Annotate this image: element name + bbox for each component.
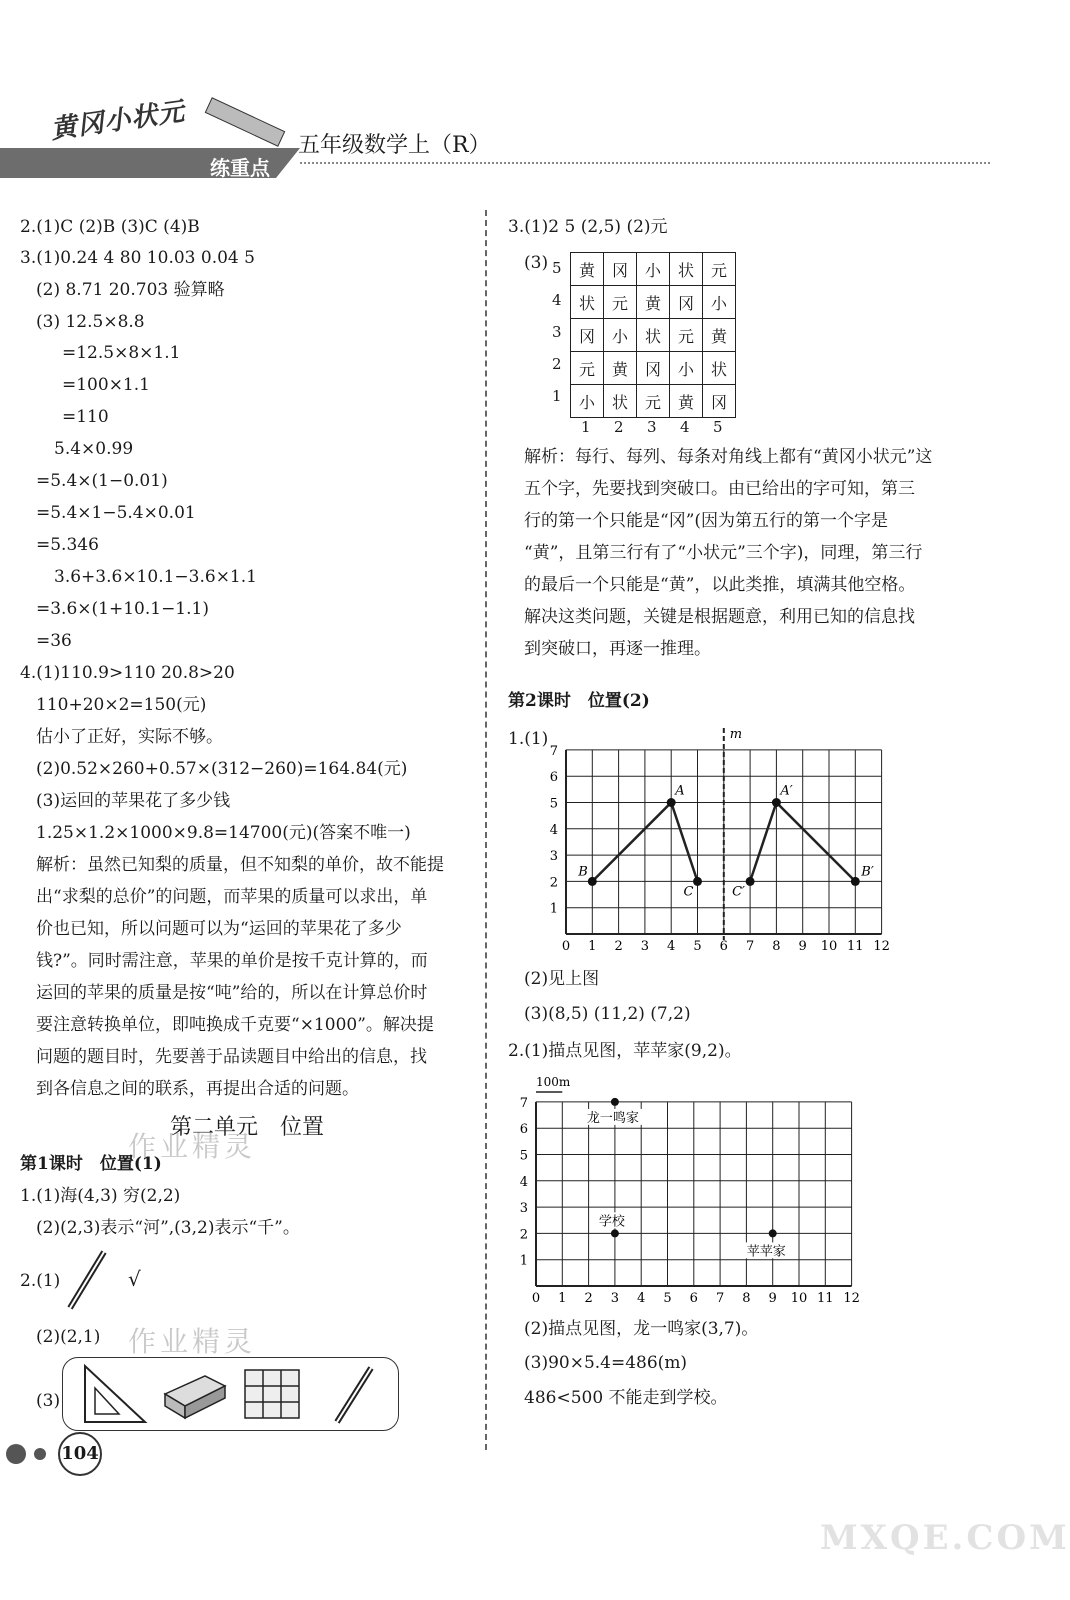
y-tick-label: 1: [549, 901, 558, 917]
analysis-line: 解析：虽然已知梨的质量，但不知梨的单价，故不能提: [36, 855, 444, 875]
x-tick-label: 6: [689, 1291, 698, 1306]
grid-cell: 冈: [703, 385, 736, 418]
x-tick-label: 0: [561, 939, 571, 954]
data-point: [693, 877, 702, 886]
y-tick-label: 4: [519, 1174, 528, 1190]
y-tick-label: 7: [549, 743, 558, 759]
y-tick-label: 3: [549, 849, 558, 865]
analysis-line: 到突破口，再逐一推理。: [524, 639, 711, 659]
analysis-line: “黄”，且第三行有了“小状元”三个字)，同理，第三行: [524, 543, 923, 563]
map-point-label: 学校: [598, 1214, 625, 1230]
grid-cell: 小: [703, 286, 736, 319]
y-tick-label: 5: [519, 1148, 528, 1164]
analysis-line: 问题的题目时，先要善于品读题目中给出的信息，找: [36, 1047, 427, 1067]
x-tick-label: 8: [742, 1291, 751, 1306]
y-tick-label: 5: [549, 796, 558, 812]
analysis-line: 到各信息之间的联系，再提出合适的问题。: [36, 1079, 359, 1099]
site-watermark: MXQE.COM: [820, 1518, 1070, 1558]
analysis-line: 五个字，先要找到突破口。由已给出的字可知，第三: [524, 479, 915, 499]
answer-line: 486<500 不能走到学校。: [524, 1388, 728, 1408]
x-tick-label: 2: [614, 939, 623, 954]
answer-line: =5.4×(1−0.01): [36, 471, 168, 491]
grid-col-label: 5: [713, 418, 723, 436]
x-tick-label: 11: [847, 939, 864, 954]
point-label: A′: [780, 783, 793, 799]
x-tick-label: 6: [719, 939, 728, 954]
cube-icon: [245, 1370, 299, 1418]
x-tick-label: 5: [663, 1291, 672, 1306]
x-tick-label: 4: [667, 939, 676, 954]
data-point: [588, 877, 597, 886]
header-subtitle: 练重点: [210, 156, 270, 180]
answer-line: (2)描点见图，龙一鸣家(3,7)。: [524, 1319, 759, 1339]
x-tick-label: 10: [820, 939, 838, 954]
check-mark: √: [128, 1267, 141, 1291]
grid-cell: 元: [604, 286, 637, 319]
answer-line: 1.(1)海(4,3) 穷(2,2): [20, 1186, 181, 1206]
grid-cell: 小: [637, 253, 670, 286]
answer-line: =12.5×8×1.1: [62, 343, 181, 363]
x-tick-label: 12: [843, 1291, 860, 1306]
grid-row: [571, 253, 736, 286]
answer-line: =5.4×1−5.4×0.01: [36, 503, 196, 523]
answer-line: (3)运回的苹果花了多少钱: [36, 791, 231, 811]
grid-row: [571, 286, 736, 319]
answer-line: (3): [36, 1391, 61, 1411]
x-tick-label: 11: [817, 1291, 834, 1306]
grid-col-label: 3: [647, 418, 657, 436]
answer-line: =5.346: [36, 535, 99, 555]
data-point: [667, 798, 676, 807]
analysis-line: 要注意转换单位，即吨换成千克要“×1000”。解决提: [36, 1015, 434, 1035]
answer-line: =3.6×(1+10.1−1.1): [36, 599, 209, 619]
grid-row: [571, 352, 736, 385]
grid-col-label: 1: [581, 418, 591, 436]
grid-row-label: 4: [552, 291, 562, 309]
grid-cell: 黄: [571, 253, 604, 286]
analysis-line: 钱?”。同时需注意，苹果的单价是按千克计算的，而: [36, 951, 428, 971]
grid-col-label: 2: [614, 418, 624, 436]
page-number: 104: [58, 1432, 102, 1476]
x-tick-label: 9: [798, 939, 807, 954]
answer-line: 2.(1)描点见图，苹苹家(9,2)。: [508, 1041, 742, 1061]
grid-cell: 元: [637, 385, 670, 418]
point-label: B′: [861, 864, 874, 880]
map-point: [611, 1098, 619, 1106]
lesson-heading: 第1课时 位置(1): [20, 1154, 162, 1174]
point-label: B: [578, 864, 588, 880]
y-tick-label: 4: [549, 822, 558, 838]
answer-line: (2)见上图: [524, 969, 600, 989]
book-title: 五年级数学上（R）: [298, 133, 491, 158]
x-tick-label: 8: [772, 939, 781, 954]
map-point-label: 苹苹家: [746, 1244, 786, 1260]
grid-cell: 小: [670, 352, 703, 385]
character-grid: [570, 252, 736, 418]
y-tick-label: 3: [519, 1201, 528, 1217]
answer-line: 4.(1)110.9>110 20.8>20: [20, 663, 235, 683]
grid-cell: 状: [637, 319, 670, 352]
point-label: A: [675, 783, 685, 799]
answer-line: 3.(1)2 5 (2,5) (2)元: [508, 217, 668, 237]
column-divider: [485, 210, 487, 1450]
answer-line: 110+20×2=150(元): [36, 695, 207, 715]
header-dotted-rule: [300, 162, 990, 164]
grid-cell: 小: [604, 319, 637, 352]
point-label: C: [683, 884, 694, 900]
x-tick-label: 1: [558, 1291, 567, 1306]
answer-line: =100×1.1: [62, 375, 150, 395]
lesson-heading: 第2课时 位置(2): [508, 691, 650, 711]
x-tick-label: 3: [610, 1291, 620, 1306]
grid-cell: 状: [703, 352, 736, 385]
map-point-label: 龙一鸣家: [586, 1110, 639, 1126]
grid-cell: 状: [604, 385, 637, 418]
grid-cell: 冈: [637, 352, 670, 385]
watermark-text: 作业精灵: [128, 1325, 257, 1358]
x-tick-label: 10: [790, 1291, 808, 1306]
answer-line: (3): [524, 253, 549, 273]
y-tick-label: 2: [519, 1227, 528, 1243]
answer-line: (2) 8.71 20.703 验算略: [36, 280, 225, 300]
y-tick-label: 2: [549, 875, 558, 891]
answer-line: (3)90×5.4=486(m): [524, 1353, 688, 1373]
grid-cell: 冈: [571, 319, 604, 352]
x-tick-label: 9: [768, 1291, 777, 1306]
grid-cell: 小: [571, 385, 604, 418]
data-point: [851, 877, 860, 886]
point-label: C′: [732, 884, 746, 900]
answer-line: (2)(2,1): [36, 1327, 101, 1347]
data-point: [772, 798, 781, 807]
x-tick-label: 2: [584, 1291, 593, 1306]
grid-cell: 黄: [703, 319, 736, 352]
page-dot-icon: [34, 1448, 46, 1460]
tools-illustration: [75, 1362, 385, 1426]
grid-cell: 元: [703, 253, 736, 286]
answer-line: 3.(1)0.24 4 80 10.03 0.04 5: [20, 248, 255, 268]
ruler-icon: [200, 96, 290, 146]
answer-line: 3.6+3.6×10.1−3.6×1.1: [54, 567, 257, 587]
answer-line: 1.25×1.2×1000×9.8=14700(元)(答案不唯一): [36, 823, 411, 843]
analysis-line: 解决这类问题，关键是根据题意，利用已知的信息找: [524, 607, 915, 627]
watermark-text: 作业精灵: [128, 1130, 257, 1163]
analysis-line: 的最后一个只能是“黄”，以此类推，填满其他空格。: [524, 575, 916, 595]
analysis-line: 出“求梨的总价”的问题，而苹果的质量可以求出，单: [36, 887, 428, 907]
x-tick-label: 4: [637, 1291, 646, 1306]
y-tick-label: 6: [549, 770, 558, 786]
answer-line: 2.(1)C (2)B (3)C (4)B: [20, 217, 200, 237]
x-tick-label: 5: [693, 939, 702, 954]
pen-icon: [337, 1368, 371, 1422]
x-tick-label: 3: [640, 939, 650, 954]
grid-col-label: 4: [680, 418, 690, 436]
eraser-icon: [165, 1376, 225, 1418]
y-tick-label: 1: [519, 1253, 528, 1269]
grid-cell: 冈: [670, 286, 703, 319]
axis-label: m: [729, 727, 743, 742]
grid-cell: 元: [571, 352, 604, 385]
answer-line: 5.4×0.99: [54, 439, 134, 459]
x-tick-label: 7: [715, 1291, 725, 1306]
grid-cell: 状: [571, 286, 604, 319]
page-dot-icon: [6, 1444, 26, 1464]
map-point: [611, 1229, 619, 1237]
brand-logo: 黄冈小状元: [48, 96, 187, 146]
grid-row: [571, 319, 736, 352]
grid-row: [571, 385, 736, 418]
scale-label: 100m: [536, 1075, 571, 1089]
answer-line: (2)0.52×260+0.57×(312−260)=164.84(元): [36, 759, 408, 779]
grid-row-label: 1: [552, 387, 562, 405]
x-tick-label: 12: [873, 939, 890, 954]
grid-cell: 元: [670, 319, 703, 352]
answer-line: (3)(8,5) (11,2) (7,2): [524, 1004, 691, 1024]
grid-cell: 状: [670, 253, 703, 286]
answer-line: =36: [36, 631, 72, 651]
coordinate-chart-symmetry: [540, 726, 900, 962]
answer-line: (2)(2,3)表示“河”,(3,2)表示“千”。: [36, 1218, 300, 1238]
grid-cell: 黄: [670, 385, 703, 418]
analysis-line: 解析：每行、每列、每条对角线上都有“黄冈小状元”这: [524, 447, 933, 467]
y-tick-label: 6: [519, 1122, 528, 1138]
answer-line: 1.(1): [508, 729, 549, 749]
unit-title: 第二单元 位置: [170, 1115, 325, 1140]
answer-line: (3) 12.5×8.8: [36, 312, 145, 332]
x-tick-label: 1: [588, 939, 597, 954]
grid-row-label: 3: [552, 323, 562, 341]
answer-line: =110: [62, 407, 109, 427]
analysis-line: 运回的苹果的质量是按“吨”给的，所以在计算总价时: [36, 983, 428, 1003]
grid-row-label: 2: [552, 355, 562, 373]
map-point: [769, 1229, 777, 1237]
grid-cell: 黄: [604, 352, 637, 385]
x-tick-label: 0: [531, 1291, 541, 1306]
coordinate-chart-map: [512, 1072, 872, 1312]
answer-line: 2.(1): [20, 1271, 61, 1291]
grid-cell: 冈: [604, 253, 637, 286]
pen-icon: [62, 1248, 112, 1314]
answer-line: 估小了正好，实际不够。: [36, 727, 223, 747]
grid-row-label: 5: [552, 259, 562, 277]
y-tick-label: 7: [519, 1095, 528, 1111]
analysis-line: 行的第一个只能是“冈”(因为第五行的第一个字是: [524, 511, 889, 531]
set-square-icon: [85, 1366, 145, 1422]
grid-cell: 黄: [637, 286, 670, 319]
x-tick-label: 7: [745, 939, 755, 954]
data-point: [746, 877, 755, 886]
analysis-line: 价也已知，所以问题可以为“运回的苹果花了多少: [36, 919, 402, 939]
